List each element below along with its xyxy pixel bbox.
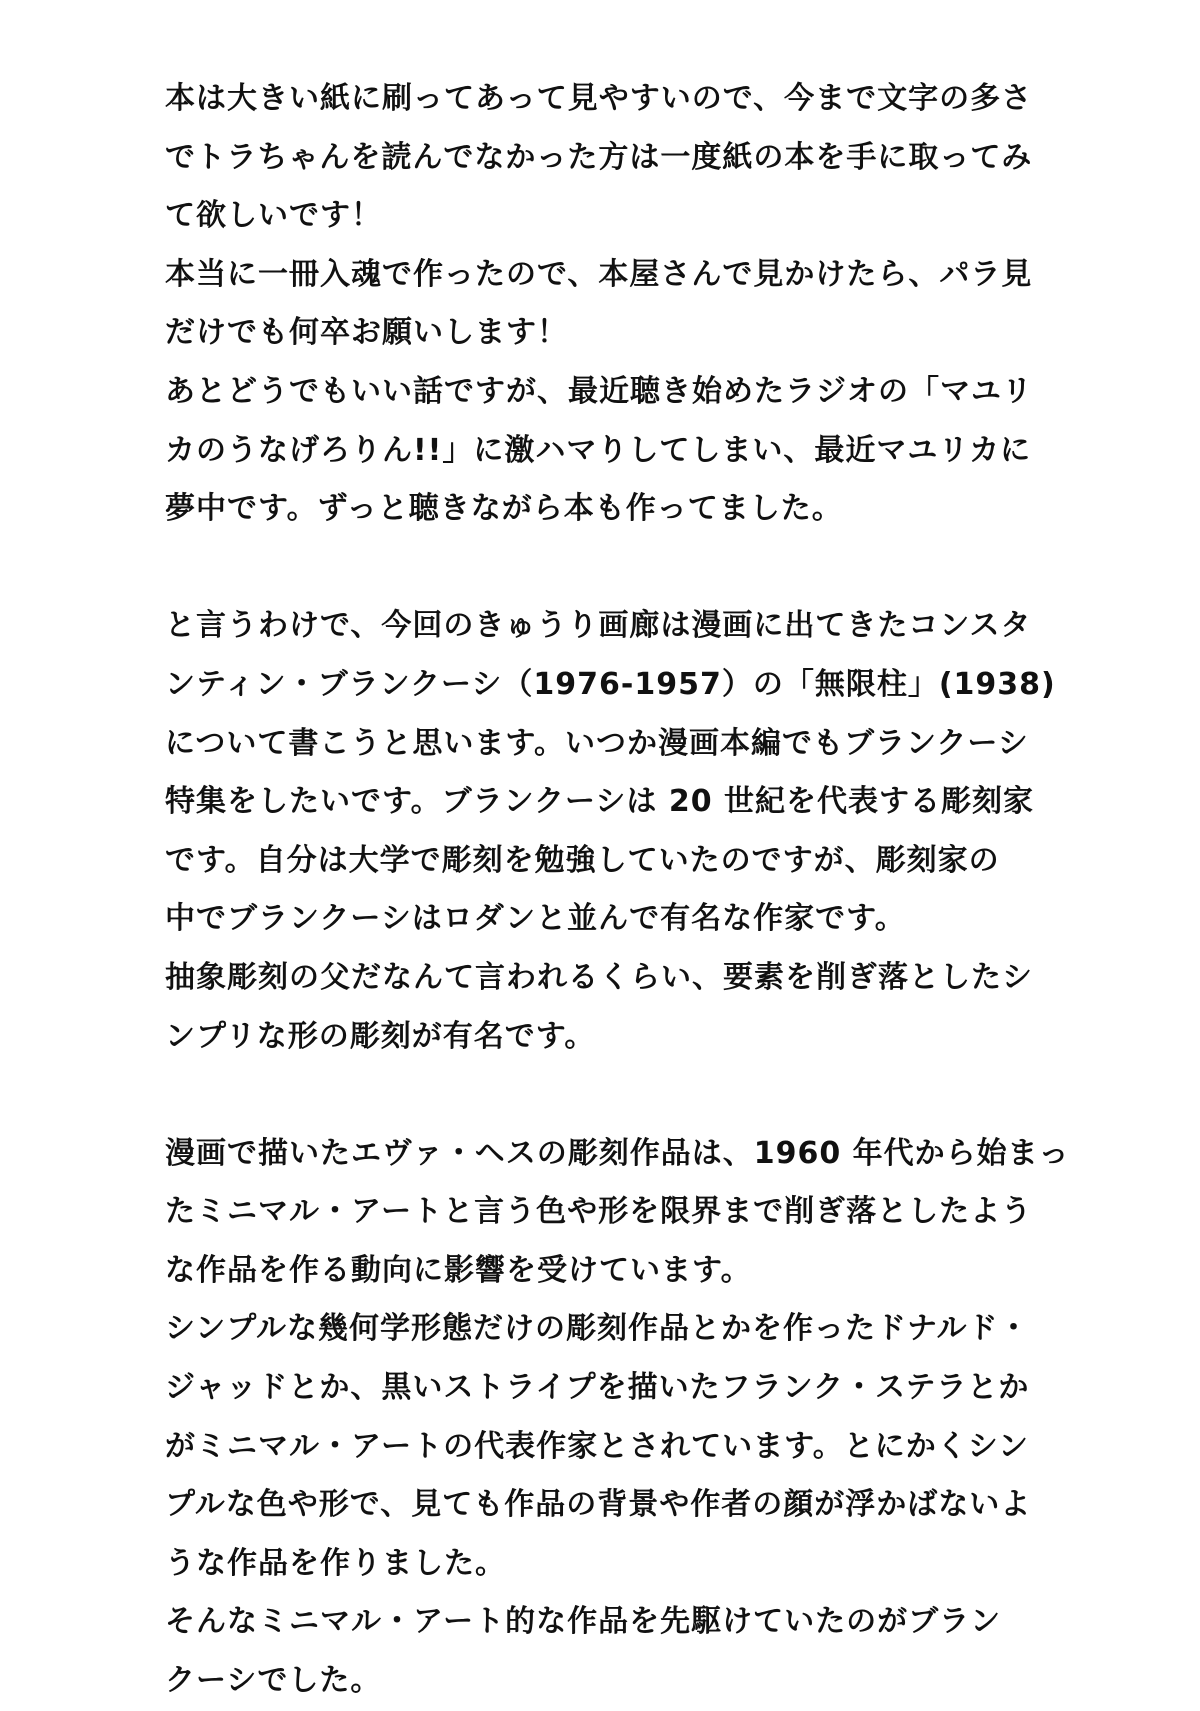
text-line: て欲しいです！	[165, 198, 382, 234]
text-line: ンティン・ブランクーシ（1976-1957）の「無限柱」(1938)	[165, 666, 1056, 702]
text-line: うな作品を作りました。	[165, 1545, 506, 1581]
paragraph-3	[165, 1125, 1070, 1711]
paragraph-spacer	[165, 539, 1045, 598]
text-line: シンプルな幾何学形態だけの彫刻作品とかを作ったドナルド・	[165, 1311, 1030, 1347]
text-line: がミニマル・アートの代表作家とされています。とにかくシン	[165, 1428, 1029, 1464]
text-line: について書こうと思います。いつか漫画本編でもブランクーシ	[165, 725, 1029, 761]
text-line: ジャッドとか、黒いストライプを描いたフランク・ステラとか	[165, 1370, 1030, 1406]
text-line: あとどうでもいい話ですが、最近聴き始めたラジオの「マユリ	[165, 373, 1033, 409]
text-line: 漫画で描いたエヴァ・ヘスの彫刻作品は、1960 年代から始まっ	[165, 1135, 1070, 1171]
paragraph-2	[165, 597, 1056, 1066]
text-line: 中でブランクーシはロダンと並んで有名な作家です。	[165, 901, 906, 937]
text-line: 本当に一冊入魂で作ったので、本屋さんで見かけたら、パラ見	[165, 256, 1033, 292]
text-line: ンプリな形の彫刻が有名です。	[165, 1018, 596, 1054]
text-line: カのうなげろりん!!」に激ハマりしてしまい、最近マユリカに	[165, 432, 1032, 468]
text-line: たミニマル・アートと言う色や形を限界まで削ぎ落としたよう	[165, 1194, 1033, 1230]
text-line: 夢中です。ずっと聴きながら本も作ってました。	[165, 491, 843, 527]
paragraph-spacer	[165, 1066, 1045, 1125]
text-line: そんなミニマル・アート的な作品を先駆けていたのがブラン	[165, 1604, 1002, 1640]
text-line: でトラちゃんを読んでなかった方は一度紙の本を手に取ってみ	[165, 139, 1033, 175]
text-line: だけでも何卒お願いします！	[165, 315, 568, 351]
text-line: クーシでした。	[165, 1663, 382, 1699]
document-body	[165, 70, 1070, 1711]
text-line: プルな色や形で、見ても作品の背景や作者の顔が浮かばないよ	[165, 1487, 1032, 1523]
text-line: 特集をしたいです。ブランクーシは 20 世紀を代表する彫刻家	[165, 784, 1035, 820]
paragraph-1	[165, 70, 1045, 539]
text-line: です。自分は大学で彫刻を勉強していたのですが、彫刻家の	[165, 842, 1000, 878]
text-line: と言うわけで、今回のきゅうり画廊は漫画に出てきたコンスタ	[165, 608, 1032, 644]
text-line: 本は大きい紙に刷ってあって見やすいので、今まで文字の多さ	[165, 81, 1033, 116]
text-line: 抽象彫刻の父だなんて言われるくらい、要素を削ぎ落としたシ	[165, 959, 1033, 995]
text-line: な作品を作る動向に影響を受けています。	[165, 1252, 752, 1288]
